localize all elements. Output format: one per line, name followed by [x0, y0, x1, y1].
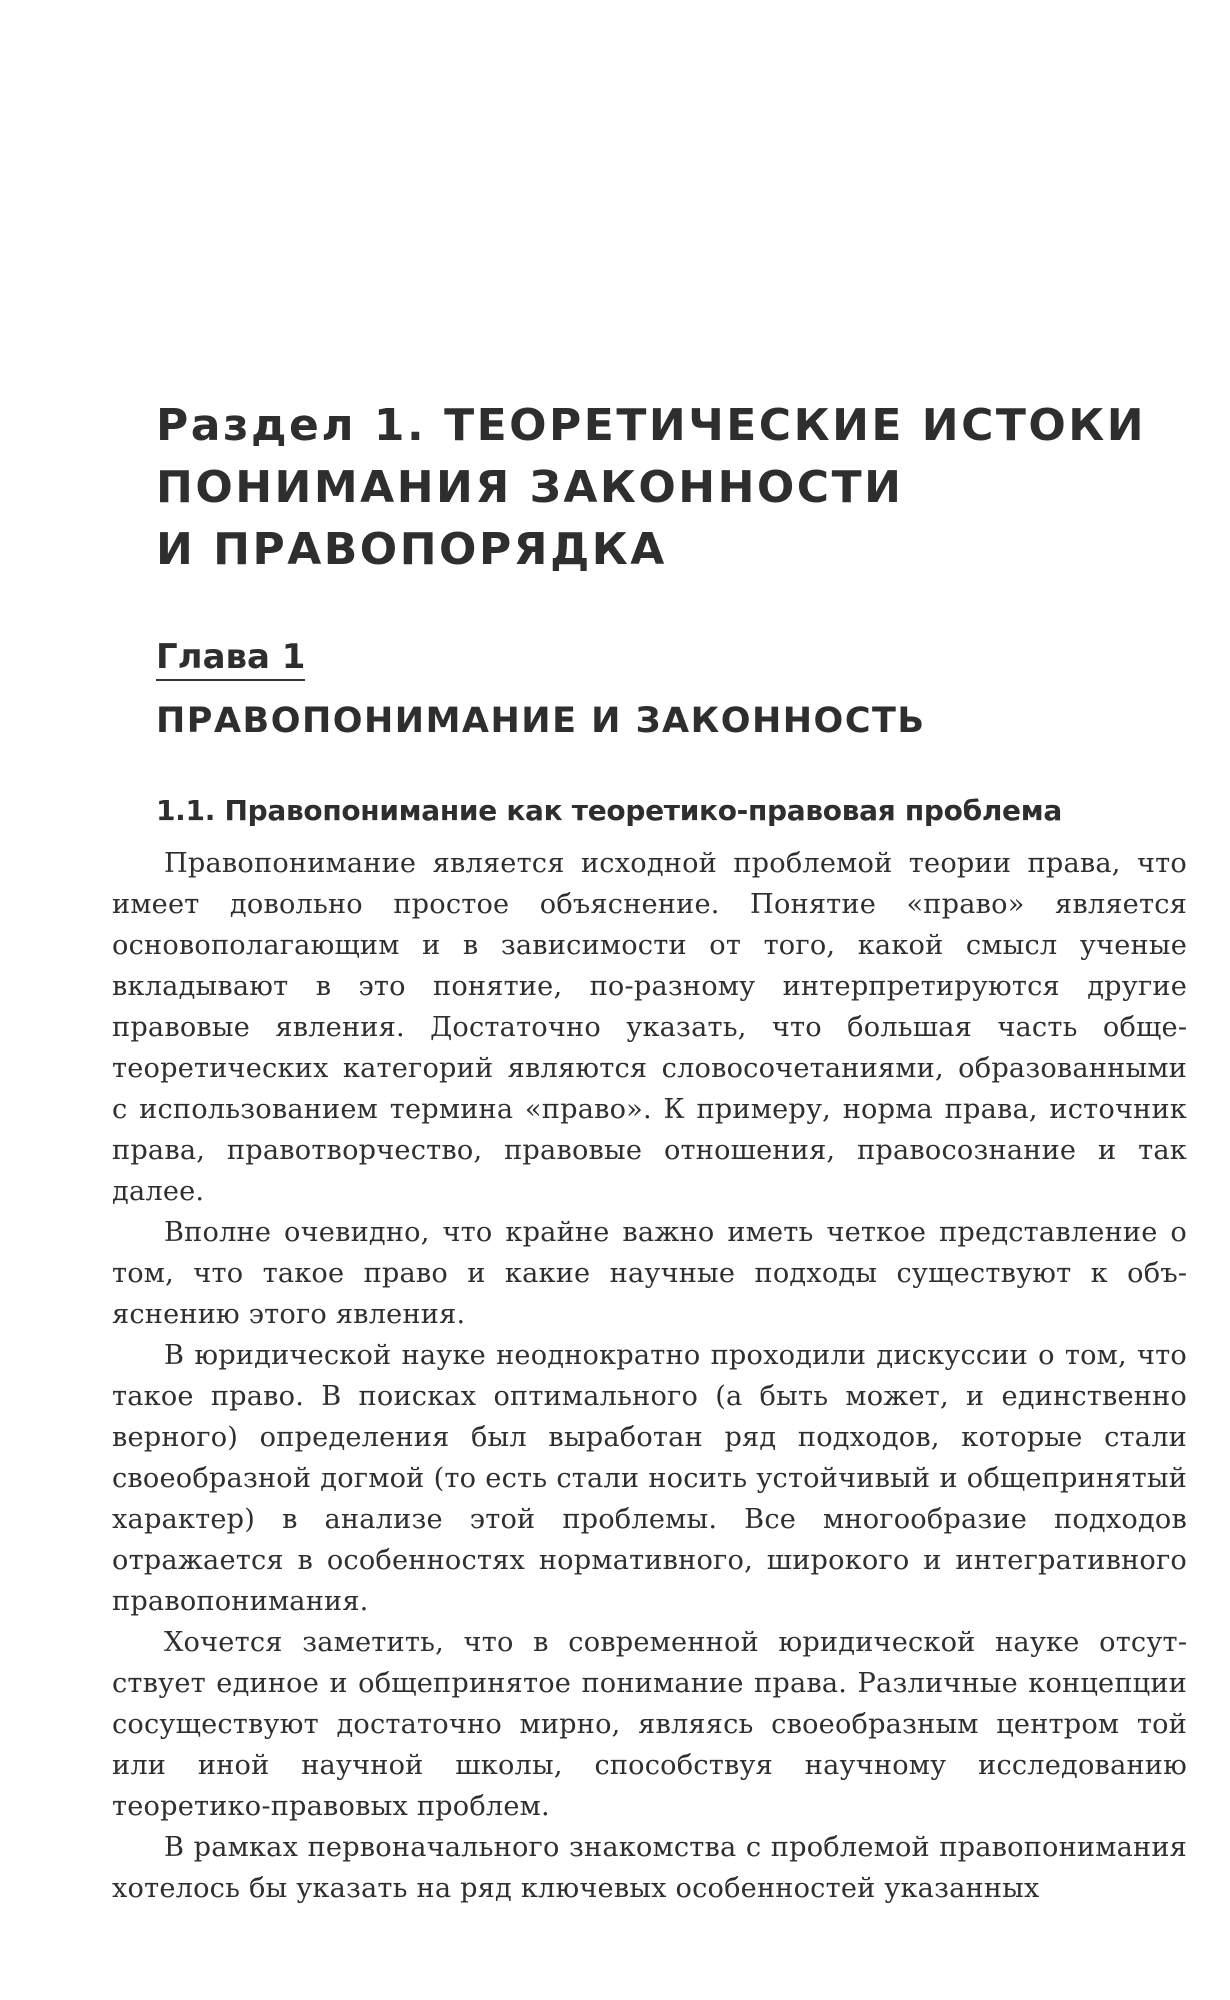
paragraph: В юридической науке неоднократно проходили дискуссии о том, что такое право. В поисках оптимального (а быть может, и единственно верного) определения был выработан ряд подходов, которые стали своеобразной догмой (то есть стали носить устойчивый и общепринятый характер) в анализе этой проблемы. Все многообразие подходов отражается в особенностях нормативного, широкого и интегративного правопонимания.: [112, 1340, 1187, 1617]
paragraph: Правопонимание является исходной проблемой теории права, что имеет довольно простое объяснение. Понятие «право» является основополагающим и в зависимости от того, какой смысл ученые вкладывают в это понятие, по-разному интерпретируются другие правовые явления. Достаточно указать, что большая часть общетеоретических категорий являются словосочетаниями, образованными с использованием термина «право». К примеру, норма права, источник права, правотворчество, правовые отношения, правосознание и так далее.: [112, 848, 1187, 1207]
book-page: [112, 395, 1187, 1909]
paragraph: Вполне очевидно, что крайне важно иметь четкое представление о том, что такое право и какие научные подходы существуют к объяснению этого явления.: [112, 1217, 1187, 1330]
section-title: [156, 395, 1187, 581]
subsection-title: 1.1. Правопонимание как теоретико-правовая проблема: [156, 794, 1062, 827]
paragraph: Хочется заметить, что в современной юридической науке отсутствует единое и общепринятое понимание права. Различные концепции сосуществуют достаточно мирно, являясь своеобразным центром той или иной научной школы, способствуя научному исследованию теоретико-правовых проблем.: [112, 1627, 1187, 1822]
chapter-label: Глава 1: [156, 637, 305, 681]
body-text: [112, 843, 1187, 1909]
section-title-line-1: Раздел 1. ТЕОРЕТИЧЕСКИЕ ИСТОКИ: [156, 400, 1147, 451]
paragraph: В рамках первоначального знакомства с проблемой правопонимания хотелось бы указать на ряд ключевых особенностей указанных: [112, 1832, 1187, 1904]
section-title-line-2: ПОНИМАНИЯ ЗАКОННОСТИ: [156, 462, 904, 513]
chapter-title: ПРАВОПОНИМАНИЕ И ЗАКОННОСТЬ: [156, 701, 926, 741]
section-title-line-3: И ПРАВОПОРЯДКА: [156, 524, 667, 575]
